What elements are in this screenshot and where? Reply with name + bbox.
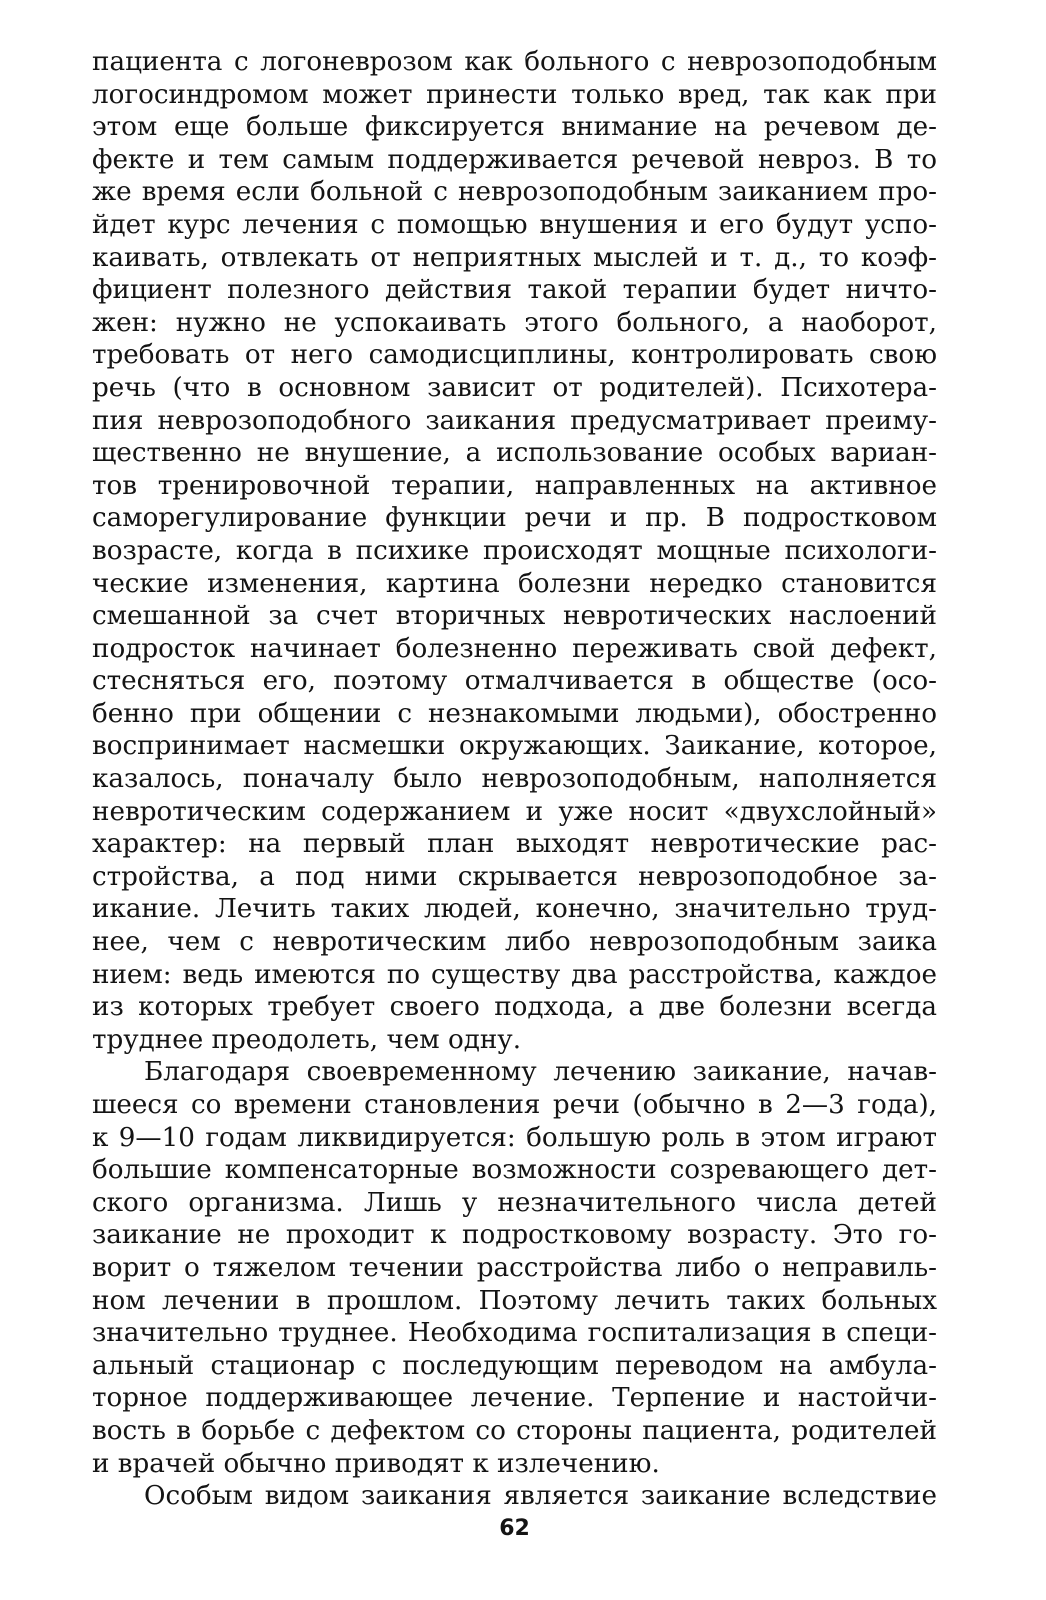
- text-line: стесняться его, поэтому отмалчивается в обществе (осо-: [92, 666, 937, 697]
- text-line: йдет курс лечения с помощью внушения и его будут успо-: [92, 209, 937, 240]
- page-number: 62: [499, 1516, 530, 1541]
- text-line: из которых требует своего подхода, а две болезни всегда: [92, 992, 937, 1023]
- paragraph: [92, 1480, 937, 1513]
- text-line: логосиндромом может принести только вред, так как при: [92, 79, 937, 110]
- text-line: щественно не внушение, а использование особых вариан-: [92, 438, 937, 469]
- text-line: ворит о тяжелом течении расстройства либо о неправиль-: [92, 1252, 937, 1283]
- text-line: и врачей обычно приводят к излечению.: [92, 1448, 660, 1479]
- text-line: нием: ведь имеются по существу два расстройства, каждое: [92, 959, 937, 990]
- text-line: Благодаря своевременному лечению заикание, начав-: [144, 1057, 937, 1088]
- text-line: вость в борьбе с дефектом со стороны пациента, родителей: [92, 1415, 937, 1446]
- text-line: к 9—10 годам ликвидируется: большую роль в этом играют: [92, 1122, 937, 1153]
- text-line: жен: нужно не успокаивать этого больного, а наоборот,: [92, 307, 937, 338]
- text-line: фициент полезного действия такой терапии будет ничто-: [92, 275, 937, 306]
- text-line: же время если больной с неврозоподобным заиканием про-: [92, 177, 937, 208]
- text-line: подросток начинает болезненно переживать свой дефект,: [92, 633, 937, 664]
- text-line: ческие изменения, картина болезни нередко становится: [92, 568, 937, 599]
- paragraph: [92, 46, 937, 1056]
- text-line: пациента с логоневрозом как больного с неврозоподобным: [92, 47, 937, 77]
- text-line: стройства, а под ними скрывается неврозоподобное за-: [92, 861, 937, 892]
- text-line: казалось, поначалу было неврозоподобным, наполняется: [92, 764, 937, 795]
- text-line: икание. Лечить таких людей, конечно, значительно труд-: [92, 894, 937, 925]
- text-line: тов тренировочной терапии, направленных на активное: [92, 470, 937, 501]
- text-line: бенно при общении с незнакомыми людьми), обостренно: [92, 698, 937, 729]
- page-text-body: [92, 46, 937, 1513]
- book-page: [92, 46, 937, 1586]
- text-line: воспринимает насмешки окружающих. Заикание, которое,: [92, 731, 937, 762]
- text-line: шееся со времени становления речи (обычно в 2—3 года),: [92, 1090, 937, 1120]
- text-line: труднее преодолеть, чем одну.: [92, 1024, 522, 1055]
- text-line: фекте и тем самым поддерживается речевой невроз. В то: [92, 144, 937, 175]
- text-line: речь (что в основном зависит от родителей). Психотера-: [92, 372, 937, 403]
- text-line: возрасте, когда в психике происходят мощные психологи-: [92, 535, 937, 566]
- text-line: требовать от него самодисциплины, контролировать свою: [92, 340, 937, 371]
- text-line: каивать, отвлекать от неприятных мыслей и т. д., то коэф-: [92, 242, 937, 273]
- text-line: торное поддерживающее лечение. Терпение и настойчи-: [92, 1383, 937, 1414]
- paragraph: [92, 1056, 937, 1480]
- text-line: невротическим содержанием и уже носит «двухслойный»: [92, 796, 937, 827]
- text-line: большие компенсаторные возможности созревающего дет-: [92, 1155, 937, 1186]
- text-line: пия неврозоподобного заикания предусматривает преиму-: [92, 405, 937, 436]
- text-line: альный стационар с последующим переводом на амбула-: [92, 1350, 937, 1381]
- text-line: ского организма. Лишь у незначительного числа детей: [92, 1187, 937, 1218]
- text-line: этом еще больше фиксируется внимание на речевом де-: [92, 112, 937, 143]
- text-line: смешанной за счет вторичных невротических наслоений: [92, 601, 937, 632]
- text-line: нее, чем с невротическим либо неврозоподобным заика: [92, 927, 937, 958]
- text-line: характер: на первый план выходят невротические рас-: [92, 829, 937, 860]
- text-line: ном лечении в прошлом. Поэтому лечить таких больных: [92, 1285, 937, 1316]
- text-line: заикание не проходит к подростковому возрасту. Это го-: [92, 1220, 937, 1251]
- text-line: саморегулирование функции речи и пр. В подростковом: [92, 503, 937, 534]
- text-line: Особым видом заикания является заикание вследствие: [144, 1481, 937, 1512]
- text-line: значительно труднее. Необходима госпитализация в специ-: [92, 1318, 937, 1349]
